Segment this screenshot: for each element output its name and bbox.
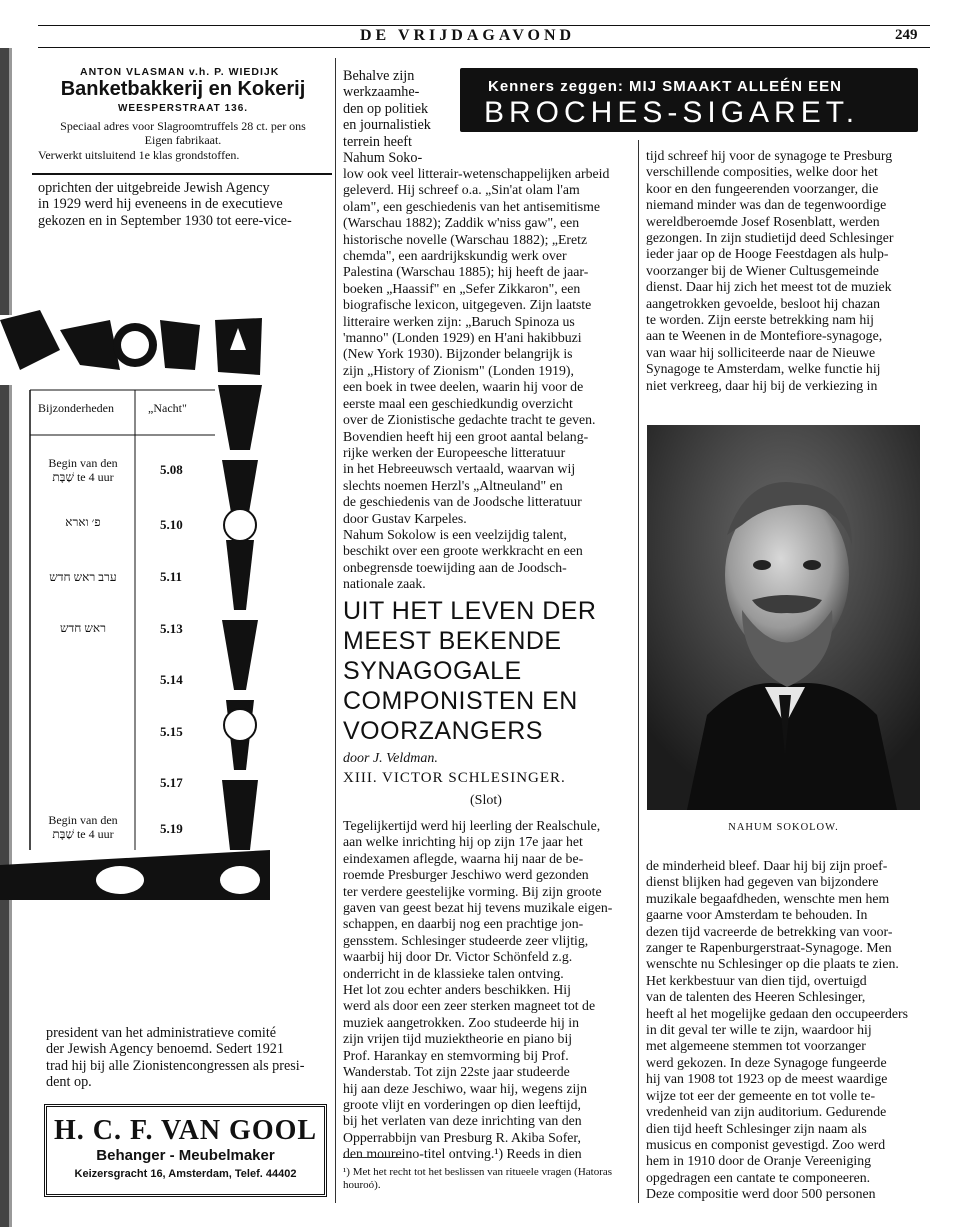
page-number: 249 [895,27,918,43]
calendar-row-value: 5.13 [160,621,183,636]
article-body-col2: Tegelijkertijd werd hij leerling der Realschule, aan welke inrichting hij op zijn 17e jaar het eindexamen aflegde, waarna hij naar de be- roemde Presburger Jeschiwo werd gezonden ter verdere geestelijke vorming. Bij zijn groote gaven van geest bezat hij tevens muzikale eigen- schappen, en daarbij nog een prachtige jon- gensstem. Schlesinger studeerde zeer vlijtig, waarbij hij door Dr. Victor Schönfeld z.g. onderricht in de klassieke talen ontving. Het lot zou echter anders beschikken. Hij werd als door een zeer sterken magneet tot de muziek aangetrokken. Zoo studeerde hij in zijn vrijen tijd muziektheorie en piano bij Prof. Harankay en stemvorming bij Prof. Wanderstab. Tot zijn 22ste jaar studeerde hij aan deze Jeschiwo, waar hij, wegens zijn groote vlijt en vorderingen op dien leeftijd, bij het verlaten van deze inrichting van den Opperrabbijn van Presburg R. Akiba Sofer, den moureino-titel ontving.¹) Reeds in dien [343,818,613,1162]
cigarette-ad-line2: BROCHES-SIGARET. [484,96,860,129]
cigarette-ad-line1: Kenners zeggen: MIJ SMAAKT ALLEÉN EEN [488,78,842,95]
vangool-ad-name: H. C. F. VAN GOOL [53,1115,318,1146]
column1-top-text: oprichten der uitgebreide Jewish Agency in 1929 werd hij eveneens in de executieve gekozen en in September 1930 tot eere-vice- [38,180,292,229]
photo-caption: NAHUM SOKOLOW. [728,822,839,833]
masthead-rule-top [38,25,930,26]
calendar-header-left: Bijzonderheden [38,401,114,415]
cigarette-ad-banner [460,68,918,132]
calendar-row-value: 5.14 [160,672,183,687]
calendar-row-value: 5.10 [160,517,183,532]
portrait-photo [647,425,920,810]
bakery-ad-line: Eigen fabrikaat. [144,133,222,147]
shabbat-calendar [0,290,282,910]
bakery-ad-title: Banketbakkerij en Kokerij [60,78,306,100]
column-rule-left [335,58,336,1203]
masthead-title: DE VRIJDAGAVOND [360,27,576,44]
masthead-rule-bottom [38,47,930,48]
vangool-ad-address: Keizersgracht 16, Amsterdam, Telef. 44402 [74,1168,297,1180]
column3-bottom-text: de minderheid bleef. Daar hij bij zijn proef- dienst blijken had gegeven van bijzondere muzikale begaafdheden, wenschte men hem gaarne voor Amsterdam te behouden. In dezen tijd vacreerde de betrekking van voor- zanger te Rapenburgerstraat-Synagoge. Men wenschte nu Schlesinger op die plaats te zien. Het kerkbestuur van dien tijd, overtuigd van de talenten des Heeren Schlesinger, heeft al het mogelijke gedaan den occupeerders in dit geval ter wille te zijn, waardoor hij met algemeene stemmen tot voorzanger werd gekozen. In deze Synagoge fungeerde hij van 1908 tot 1923 op de meest waardige wijze tot eer der gemeente en tot volle te- vredenheid van zijn auditorium. Gedurende dien tijd heeft Schlesinger zijn naam als musicus en componist gevestigd. Zoo werd hem in 1910 door de Oranje Vereeniging opgedragen een cantate te componeeren. Deze compositie werd door 500 personen [646,858,909,1202]
calendar-row-value: 5.19 [160,821,183,836]
bakery-ad-owner: ANTON VLASMAN v.h. P. WIEDIJK [80,66,280,78]
article-slot: (Slot) [470,793,502,808]
column1-bottom-text: president van het administratieve comité der Jewish Agency benoemd. Sedert 1921 trad hij bij alle Zionistencongressen als presi- dent op. [46,1025,305,1091]
column2-text: low ook veel litterair-wetenschappelijken arbeid geleverd. Hij schreef o.a. „Sin'at olam l'am olam", een geschiedenis van het antisemitisme (Warschau 1882); Zaddik w'niss gaw", een historische novelle (Warschau 1882); „Eretz chemda", een aardrijkskundig werk over Palestina (Warschau 1885); hij heeft de jaar- boeken „Haassif" en „Sefer Zikkaron", een biografische lexicon, uitgegeven. Zijn laatste litteraire werken zijn: „Baruch Spinoza us 'manno" (Londen 1929) en H'ani hakibbuzi (New York 1930). Bijzonder belangrijk is zijn „History of Zionism" (Londen 1919), een boek in twee deelen, waarin hij voor de eerste maal een geschiedkundig overzicht over de Zionistische gedachte tracht te geven. Bovendien heeft hij een groot aantal belang- rijke werken der Europeesche litteratuur in het Hebreeuwsch vertaald, waarvan wij slechts noemen Herzl's „Altneuland" en de geschiedenis van de Joodsche litteratuur door Gustav Karpeles. Nahum Sokolow is een veelzijdig talent, beschikt over een groote werkkracht en een onbegrensde toewijding aan de Joodsch- nationale zaak. [343,166,610,592]
column2-narrow-text: Behalve zijn werkzaamhe- den op politiek en journalistiek terrein heeft Nahum Soko- [343,68,431,167]
bakery-ad-line: Verwerkt uitsluitend 1e klas grondstoffen. [38,148,240,162]
calendar-row-label: ראש חדש [60,621,106,635]
article-headline: UIT HET LEVEN DER MEEST BEKENDE SYNAGOGALE COMPONISTEN EN VOORZANGERS [343,597,597,745]
column-rule-right [638,140,639,1203]
bakery-ad-address: WEESPERSTRAAT 136. [117,103,249,114]
vangool-ad-profession: Behanger - Meubelmaker [96,1147,275,1164]
calendar-row-label: Begin van den שַׁבָּת te 4 uur [48,456,118,484]
calendar-row-label: ערב ראש חדש [49,570,117,584]
calendar-row-value: 5.17 [160,775,183,790]
vangool-ad [44,1104,327,1197]
calendar-row-label: Begin van den שַׁבָּת te 4 uur [48,813,118,841]
bakery-ad-rule [32,173,332,175]
column3-top-text: tijd schreef hij voor de synagoge te Presburg verschillende composities, welke door het koor en den fungeerenden voorzanger, die niemand minder was dan de tegenwoordige wereldberoemde Josef Rosenblatt, werden gezongen. In zijn studietijd deed Schlesinger ieder jaar op de Hooge Feestdagen als hulp- voorzanger bij de Wiener Cultusgemeinde dienst. Daar hij zich het meest tot de muziek aangetrokken gevoelde, besloot hij chazan te worden. Zijn eerste betrekking nam hij aan te Weenen in de Montefiore-synagoge, van waar hij solliciteerde naar de Nieuwe Synagoge te Amsterdam, welke functie hij niet verkreeg, daar hij bij de verkiezing in [646,148,894,393]
article-subhead: XIII. VICTOR SCHLESINGER. [343,770,566,786]
footnote: ¹) Met het recht tot het beslissen van ritueele vragen (Hatoras houroó). [343,1166,613,1191]
calendar-row-label: פ׳ וארא [65,515,101,529]
calendar-row-value: 5.15 [160,724,183,739]
bakery-ad-line: Speciaal adres voor Slagroomtruffels 28 ct. per ons [60,119,306,133]
calendar-row-value: 5.08 [160,462,183,477]
footnote-rule [343,1157,403,1158]
calendar-row-value: 5.11 [160,569,183,584]
article-byline: door J. Veldman. [343,751,438,766]
calendar-header-right: „Nacht" [148,401,187,415]
